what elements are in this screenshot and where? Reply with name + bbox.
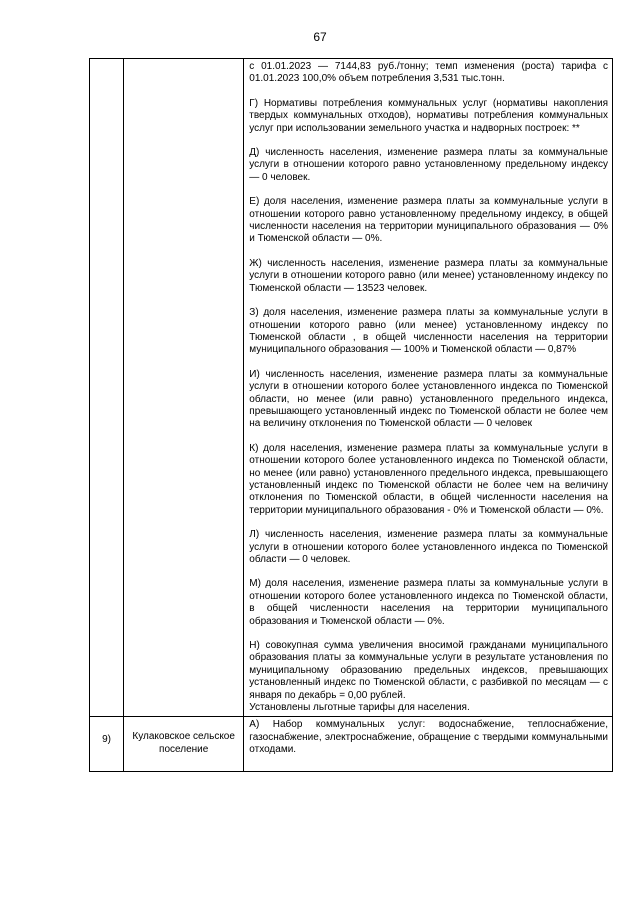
paragraph: Е) доля населения, изменение размера платы за коммунальные услуги в отношении которого равно установленному предельному индексу, в общей численности населения на территории муниципального образования — 0% и Тюменской области — 0%. (249, 196, 608, 245)
paragraph: И) численность населения, изменение размера платы за коммунальные услуги в отношении которого более установленного индекса по Тюменской области, но менее (или равно) установленного предельного индекса, превышающего установленный индекс по Тюменской области не более чем на величину отклонения по Тюменской области — 0 человек (249, 368, 608, 430)
settlement-name-cell (124, 59, 244, 717)
table-row (90, 59, 613, 717)
row-number-cell: 9) (90, 717, 124, 771)
page-number: 67 (313, 30, 327, 44)
paragraph: Ж) численность населения, изменение размера платы за коммунальные услуги в отношении которого равно (или менее) установленному индексу по Тюменской области — 13523 человек. (249, 257, 608, 294)
settlement-name-cell: Кулаковское сельское поселение (124, 717, 244, 771)
paragraph: Г) Нормативы потребления коммунальных услуг (нормативы накопления твердых коммунальных отходов), нормативы потребления коммунальных услуг при использовании земельного участка и надворных построек: ** (249, 97, 608, 134)
paragraph: Д) численность населения, изменение размера платы за коммунальные услуги в отношении которого равно установленному предельному индексу — 0 человек. (249, 147, 608, 183)
paragraph: с 01.01.2023 — 7144,83 руб./тонну; темп изменения (роста) тарифа с 01.01.2023 100,0% объем потребления 3,531 тыс.тонн. (249, 61, 608, 85)
paragraph: Установлены льготные тарифы для населения. (249, 702, 470, 714)
paragraph: З) доля населения, изменение размера платы за коммунальные услуги в отношении которого равно (или менее) установленному индексу по Тюменской области , в общей численности населения на территории муниципального образования — 100% и Тюменской области — 0,87% (249, 307, 608, 356)
paragraph: Л) численность населения, изменение размера платы за коммунальные услуги в отношении которого более установленного индекса по Тюменской области — 0 человек. (249, 529, 608, 565)
description-cell (244, 717, 613, 771)
content-table (89, 58, 613, 772)
paragraph: К) доля населения, изменение размера платы за коммунальные услуги в отношении которого более установленного индекса по Тюменской области, но менее (или равно) установленного предельного индекса, превышающего установленный индекс по Тюменской области не более чем на величину отклонения по Тюменской области, в общей численности населения на территории муниципального образования - 0% и Тюменской области — 0%. (249, 442, 608, 516)
paragraph: А) Набор коммунальных услуг: водоснабжение, теплоснабжение, газоснабжение, электроснабжение, обращение с твердыми коммунальными отходами. (249, 719, 608, 756)
paragraph: Н) совокупная сумма увеличения вносимой гражданами муниципального образования платы за коммунальные услуги в результате установления по муниципальному образованию предельных индексов, превышающих установленный индекс по Тюменской области, с разбивкой по месяцам — с января по декабрь = 0,00 рублей. (249, 640, 608, 701)
table-row (90, 717, 613, 771)
row-number-cell (90, 59, 124, 717)
paragraph: М) доля населения, изменение размера платы за коммунальные услуги в отношении которого более установленного индекса по Тюменской области, в общей численности населения на территории муниципального образования и Тюменской области — 0%. (249, 578, 608, 627)
description-cell (244, 59, 613, 717)
